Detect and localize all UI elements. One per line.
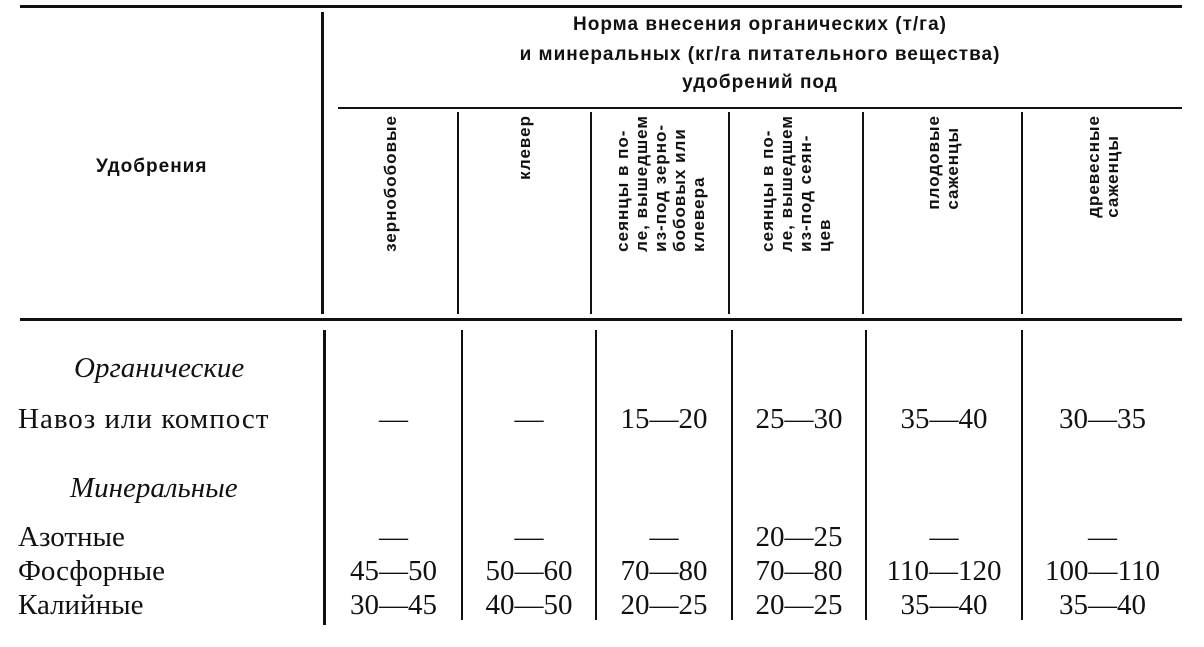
group-header-rule	[338, 107, 1182, 109]
cell-nitrogen-6: —	[1088, 521, 1117, 553]
header-bottom-rule	[20, 318, 1182, 321]
cell-potassium-4: 20—25	[755, 589, 843, 621]
cell-potassium-1: 30—45	[350, 589, 437, 621]
cell-manure-6: 30—35	[1059, 403, 1146, 435]
cell-potassium-6: 35—40	[1059, 589, 1146, 621]
column-header-legume-grains: зернобобовые	[381, 115, 400, 252]
column-header-clover: клевер	[515, 115, 534, 180]
cell-phosphorus-5: 110—120	[886, 555, 1002, 587]
group-title-line-1: Норма внесения органических (т/га)	[573, 14, 947, 35]
section-title-mineral: Минеральные	[70, 472, 238, 504]
row-header-label: Удобрения	[96, 156, 208, 177]
cell-nitrogen-3: —	[649, 521, 679, 553]
cell-phosphorus-6: 100—110	[1045, 555, 1160, 587]
cell-nitrogen-1: —	[379, 521, 408, 553]
cell-nitrogen-5: —	[929, 521, 959, 553]
column-header-fruit-saplings: плодовые саженцы	[923, 115, 962, 210]
cell-manure-5: 35—40	[900, 403, 988, 435]
cell-potassium-5: 35—40	[900, 589, 988, 621]
row-label-nitrogen: Азотные	[18, 521, 125, 553]
column-header-seedlings-after-legumes: сеянцы в по- ле, вышедшем из-под зерно- бобовых или клевера	[612, 115, 708, 252]
section-title-organic: Органические	[74, 352, 245, 384]
cell-phosphorus-4: 70—80	[755, 555, 843, 587]
row-label-potassium: Калийные	[18, 589, 144, 621]
column-header-tree-saplings: древесные саженцы	[1083, 115, 1122, 218]
cell-phosphorus-3: 70—80	[620, 555, 708, 587]
cell-manure-1: —	[379, 403, 408, 435]
row-label-phosphorus: Фосфорные	[18, 555, 166, 587]
table-top-rule	[20, 5, 1182, 8]
cell-nitrogen-4: 20—25	[755, 521, 843, 553]
cell-nitrogen-2: —	[514, 521, 544, 553]
group-title-line-3: удобрений под	[682, 72, 838, 93]
column-header-seedlings-after-seedlings: сеянцы в по- ле, вышедшем из-под сеян- цев	[758, 115, 834, 252]
row-label-manure: Навоз или компост	[18, 403, 270, 435]
cell-potassium-2: 40—50	[485, 589, 573, 621]
cell-manure-2: —	[514, 403, 544, 435]
cell-manure-4: 25—30	[755, 403, 843, 435]
group-title-line-2: и минеральных (кг/га питательного вещества)	[519, 44, 1001, 65]
cell-phosphorus-2: 50—60	[485, 555, 573, 587]
cell-potassium-3: 20—25	[620, 589, 708, 621]
cell-manure-3: 15—20	[620, 403, 708, 435]
cell-phosphorus-1: 45—50	[350, 555, 437, 587]
